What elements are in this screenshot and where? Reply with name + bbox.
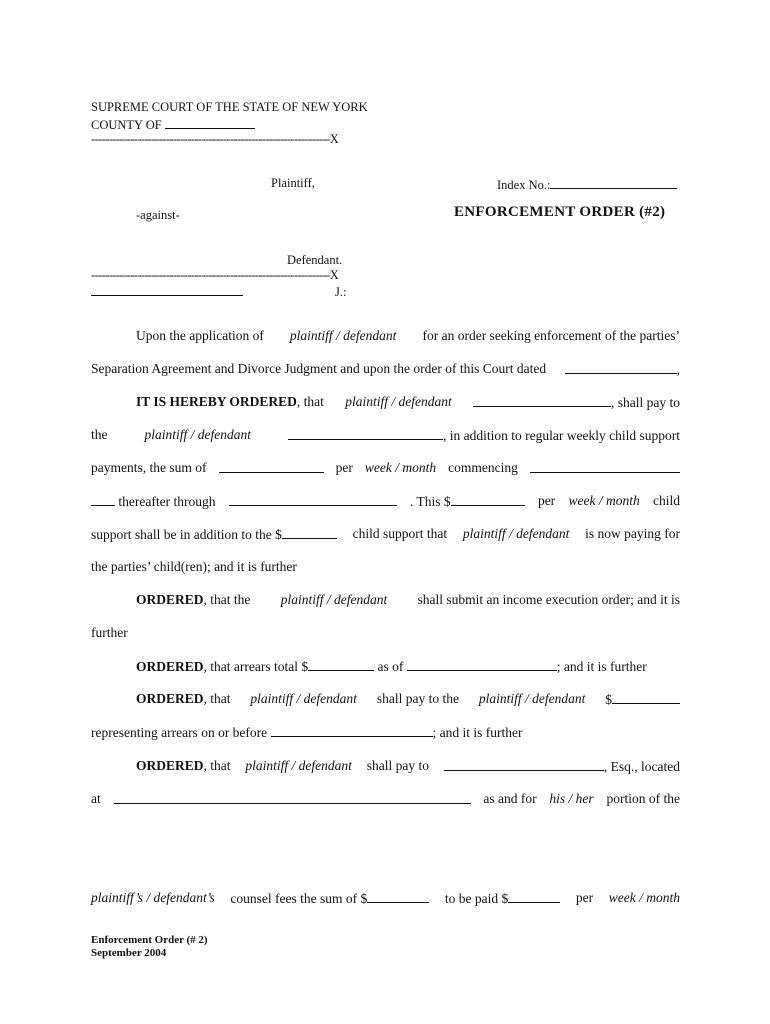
ordered-heading: ORDERED xyxy=(136,691,204,706)
para-counsel-line2 xyxy=(91,790,680,808)
upon-text: Upon the application of xyxy=(136,328,264,343)
that-text: , that xyxy=(296,394,324,409)
amount-blank[interactable] xyxy=(451,492,525,506)
support-text: support shall be in addition to the $ xyxy=(91,527,282,542)
income-execution-text: shall submit an income execution order; and it is xyxy=(417,592,680,607)
party-possessive-choice[interactable]: plaintiff’s / defendant’s xyxy=(91,890,215,905)
comma: , xyxy=(676,362,680,377)
per-text: per xyxy=(537,493,556,508)
party-choice[interactable]: plaintiff / defendant xyxy=(250,691,357,706)
ordered-heading: ORDERED xyxy=(136,592,204,607)
hereby-ordered-heading: IT IS HEREBY ORDERED xyxy=(136,394,297,409)
para-upon-line1 xyxy=(136,327,680,345)
frequency-choice[interactable]: week / month xyxy=(364,460,437,475)
parties-children-text: the parties’ child(ren); and it is further xyxy=(91,559,297,574)
county-blank[interactable] xyxy=(165,115,255,129)
year-blank[interactable] xyxy=(91,492,115,506)
this-dollar-text: . This $ xyxy=(410,494,451,509)
per-text: per xyxy=(335,460,353,475)
para-ordered-line3 xyxy=(91,459,680,477)
commencing-text: commencing xyxy=(448,460,518,475)
against-label: -against- xyxy=(136,208,180,222)
party-choice[interactable]: plaintiff / defendant xyxy=(345,394,452,409)
arrears-deadline-blank[interactable] xyxy=(271,723,433,737)
representing-text: representing arrears on or before xyxy=(91,725,268,740)
para-ordered-line1 xyxy=(136,393,680,412)
frequency-choice[interactable]: week / month xyxy=(568,493,640,508)
per-text: per xyxy=(575,890,594,905)
county-label: COUNTY OF xyxy=(91,118,162,132)
commencing-date-blank[interactable] xyxy=(530,459,680,473)
dollar-sign: $ xyxy=(605,692,612,707)
footer-form-name: Enforcement Order (# 2) xyxy=(91,934,208,946)
frequency-choice[interactable]: week / month xyxy=(608,890,680,905)
that-text: , that xyxy=(203,691,231,706)
para-pay-arrears-line1 xyxy=(136,690,680,709)
to-be-paid-text: to be paid $ xyxy=(444,891,509,906)
party-choice[interactable]: plaintiff / defendant xyxy=(245,758,352,773)
judge-name-blank[interactable] xyxy=(91,295,243,296)
further-text: further xyxy=(91,625,128,640)
para-pay-arrears-line2 xyxy=(91,723,523,742)
arrears-payment-blank[interactable] xyxy=(612,690,680,704)
judge-suffix: J.: xyxy=(335,285,347,299)
para-ordered-line2 xyxy=(91,426,680,445)
upon-rest-text: for an order seeking enforcement of the parties’ xyxy=(422,328,680,343)
para-counsel-line3 xyxy=(91,889,680,908)
para-ordered-line5 xyxy=(91,525,680,544)
in-addition-text: , in addition to regular weekly child support xyxy=(443,428,680,443)
ordered-heading: ORDERED xyxy=(136,758,204,773)
counsel-fees-text: counsel fees the sum of $ xyxy=(230,891,368,906)
para-income-line1 xyxy=(136,591,680,609)
at-text: at xyxy=(91,791,101,806)
party-choice[interactable]: plaintiff / defendant xyxy=(280,592,388,607)
para-counsel-line1 xyxy=(136,757,680,776)
para-upon-line2 xyxy=(91,360,680,379)
separation-text: Separation Agreement and Divorce Judgment and upon the order of this Court dated xyxy=(91,361,547,376)
defendant-label: Defendant. xyxy=(287,253,343,267)
footer-date: September 2004 xyxy=(91,947,167,959)
payor-name-blank[interactable] xyxy=(473,393,611,407)
child-text: child xyxy=(652,493,680,508)
para-arrears-line xyxy=(136,657,647,676)
counsel-fee-blank[interactable] xyxy=(367,889,429,903)
payee-name-blank[interactable] xyxy=(288,426,443,440)
now-paying-text: is now paying for xyxy=(585,526,680,541)
plaintiff-label: Plaintiff, xyxy=(271,176,315,190)
payments-text: payments, the sum of xyxy=(91,460,207,475)
shall-pay-text: , shall pay to xyxy=(610,395,680,410)
further-end-text: ; and it is further xyxy=(432,725,523,740)
arrears-total-text: , that arrears total $ xyxy=(203,659,309,674)
arrears-date-blank[interactable] xyxy=(407,657,557,671)
his-her-choice[interactable]: his / her xyxy=(549,791,594,806)
child-support-that-text: child support that xyxy=(352,526,448,541)
caption-divider-top: -------------------------------------------------------------------X xyxy=(91,132,339,146)
that-text: , that xyxy=(203,758,231,773)
court-name: SUPREME COURT OF THE STATE OF NEW YORK xyxy=(91,100,368,114)
shall-pay-to-text: shall pay to xyxy=(366,758,430,773)
thereafter-text: thereafter through xyxy=(118,494,216,509)
ordered-heading: ORDERED xyxy=(136,659,204,674)
that-the-text: , that the xyxy=(203,592,251,607)
attorney-address-blank[interactable] xyxy=(114,790,471,804)
party-choice[interactable]: plaintiff / defendant xyxy=(144,427,252,442)
attorney-name-blank[interactable] xyxy=(444,757,604,771)
current-support-blank[interactable] xyxy=(282,525,337,539)
caption-divider-bottom: -------------------------------------------------------------------X xyxy=(91,268,339,282)
index-number-blank[interactable] xyxy=(550,175,677,189)
para-ordered-line4 xyxy=(91,492,680,511)
as-and-for-text: as and for xyxy=(483,791,537,806)
index-number-label: Index No.: xyxy=(497,178,551,192)
further-end-text: ; and it is further xyxy=(556,659,647,674)
esq-located-text: , Esq., located xyxy=(603,759,680,774)
court-date-blank[interactable] xyxy=(565,360,677,374)
through-date-blank[interactable] xyxy=(229,492,397,506)
party-choice[interactable]: plaintiff / defendant xyxy=(289,328,397,343)
installment-blank[interactable] xyxy=(508,889,560,903)
party-choice[interactable]: plaintiff / defendant xyxy=(462,526,570,541)
portion-text: portion of the xyxy=(606,791,680,806)
party-choice[interactable]: plaintiff / defendant xyxy=(478,691,586,706)
document-title: ENFORCEMENT ORDER (#2) xyxy=(454,204,666,220)
the-text: the xyxy=(91,427,108,442)
as-of-text: as of xyxy=(377,659,404,674)
index-number-line xyxy=(497,175,677,193)
arrears-amount-blank[interactable] xyxy=(308,657,374,671)
shall-pay-to-the-text: shall pay to the xyxy=(376,691,459,706)
sum-blank[interactable] xyxy=(219,459,324,473)
